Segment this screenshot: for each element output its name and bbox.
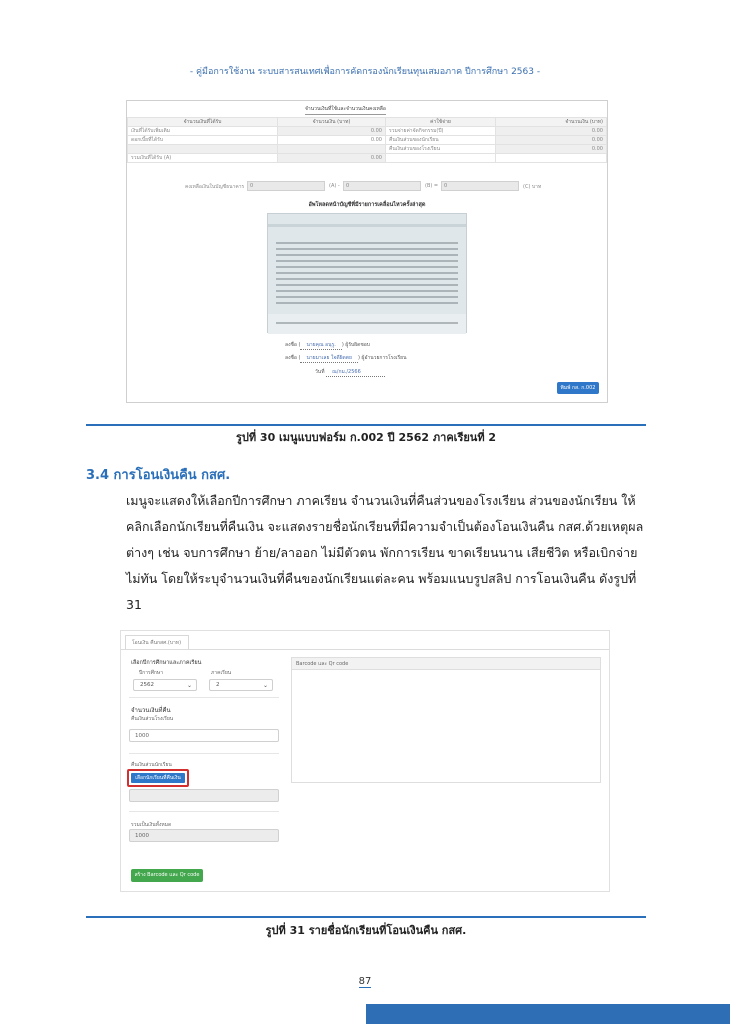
section-title: 3.4 การโอนเงินคืน กสศ. (86, 468, 231, 483)
passbook-image[interactable] (267, 213, 467, 333)
page-number: 87 (358, 976, 372, 987)
figure-30-caption: รูปที่ 30 เมนูแบบฟอร์ม ก.002 ปี 2562 ภาคเรียนที่ 2 (235, 431, 497, 444)
divider (129, 753, 279, 754)
total-input: 1000 (129, 829, 279, 842)
refund-amount-label: จำนวนเงินที่คืน (131, 707, 171, 714)
figure-31-screenshot (120, 630, 610, 892)
caption-rule (86, 916, 646, 918)
select-student-button-highlight (127, 769, 189, 787)
qr-panel (291, 657, 601, 783)
qr-panel-title: Barcode และ Qr code (292, 658, 600, 670)
signature-responsible: ลงชื่อ ( นายคุณ อนุรู. ) ผู้รับผิดชอบ (285, 342, 370, 348)
student-refund-label: คืนเงินส่วนนักเรียน (131, 762, 172, 768)
form-title: จำนวนเงินที่ใช้และจำนวนเงินคงเหลือ (305, 105, 386, 115)
figure-31-caption: รูปที่ 31 รายชื่อนักเรียนที่โอนเงินคืน กสศ. (265, 924, 467, 937)
running-header: - คู่มือการใช้งาน ระบบสารสนเทศเพื่อการคัดกรองนักเรียนทุนเสมอภาค ปีการศึกษา 2563 - (189, 67, 541, 77)
term-select[interactable]: 2 ⌄ (209, 679, 273, 691)
table-row: คืนเงินส่วนของโรงเรียน 0.00 (128, 145, 607, 154)
student-list-field[interactable] (129, 789, 279, 802)
balance-a-input[interactable]: 0 (247, 181, 325, 191)
paragraph-text: เมนูจะแสดงให้เลือกปีการศึกษา ภาคเรียน จำนวนเงินที่คืนส่วนของโรงเรียน ส่วนของนักเรียน ให้คลิกเลือกนักเรียนที่คืนเงิน จะแสดงรายชื่อนักเรียนที่มีความจำเป็นต้องโอนเงินคืน กสศ.ด้วยเหตุผลต่างๆ เช่น จบการศึกษา ย้าย/ลาออก ไม่มีตัวตน พักการเรียน ขาดเรียนนาน เสียชีวิต หรือเบิกจ่ายไม่ทัน โดยให้ระบุจำนวนเงินที่คืนของนักเรียนแต่ละคน พร้อมแนบรูปสลิป การโอนเงินคืน ดังรูปที่ 31 (126, 493, 644, 612)
table-header: ค่าใช้จ่าย (386, 118, 496, 127)
year-select[interactable]: 2562 ⌄ (133, 679, 197, 691)
term-label: ภาคเรียน (211, 670, 232, 676)
signature-date: วันที่ ณ/กม./2566 (315, 368, 385, 377)
balance-b-input[interactable]: 0 (343, 181, 421, 191)
generate-barcode-button[interactable]: สร้าง Barcode และ Qr code (131, 869, 203, 882)
figure-30-screenshot (126, 100, 608, 403)
footer-bar (366, 1004, 730, 1024)
caption-rule (86, 424, 646, 426)
table-header: จำนวนเงิน (บาท) (496, 118, 607, 127)
chevron-down-icon: ⌄ (262, 682, 268, 689)
signature-director: ลงชื่อ ( นายมาเลย ใจดีผิดตย ) ผู้อำนวยการโรงเรียน (285, 355, 407, 361)
table-header: จำนวนเงินที่ได้รับ (128, 118, 278, 127)
table-row: รวมเงินที่ได้รับ (A) 0.00 (128, 154, 607, 163)
select-student-button[interactable]: เลือกนักเรียนที่คืนเงิน (131, 773, 185, 783)
upload-title: อัพโหลดหน้าบัญชีที่มีรายการเคลื่อนไหวครั้งล่าสุด (308, 202, 426, 208)
table-row: ดอกเบี้ยที่ได้รับ 0.00 คืนเงินส่วนของนักเรียน 0.00 (128, 136, 607, 145)
table-header: จำนวนเงิน (บาท) (278, 118, 386, 127)
school-refund-input[interactable]: 1000 (129, 729, 279, 742)
table-row: เงินที่ได้รับเพิ่มเติม 0.00 รวมจ่ายค่าจัดกิจกรรม(ปี) 0.00 (128, 127, 607, 136)
balance-a-label: (A) - (329, 183, 340, 189)
school-refund-label: คืนเงินส่วนโรงเรียน (131, 716, 174, 722)
print-form-button[interactable]: พิมพ์ กส. ก.002 (557, 382, 599, 394)
chevron-down-icon: ⌄ (186, 682, 192, 689)
body-paragraph (86, 488, 646, 618)
balance-label: คงเหลือเงินในบัญชีธนาคาร (185, 184, 245, 190)
balance-b-label: (B) = (425, 183, 439, 189)
divider (129, 811, 279, 812)
money-table (127, 117, 607, 163)
balance-c-label: (C) บาท (523, 184, 542, 190)
divider (129, 697, 279, 698)
select-year-term-label: เลือกปีการศึกษาและภาคเรียน (131, 660, 202, 666)
total-label: รวมเป็นเงินทั้งหมด (131, 822, 172, 828)
tab-divider (121, 649, 609, 650)
tab-refund[interactable]: โอนเงิน คืนกสศ.(บาท) (125, 635, 189, 649)
year-label: ปีการศึกษา (139, 670, 163, 676)
balance-c-input[interactable]: 0 (441, 181, 519, 191)
